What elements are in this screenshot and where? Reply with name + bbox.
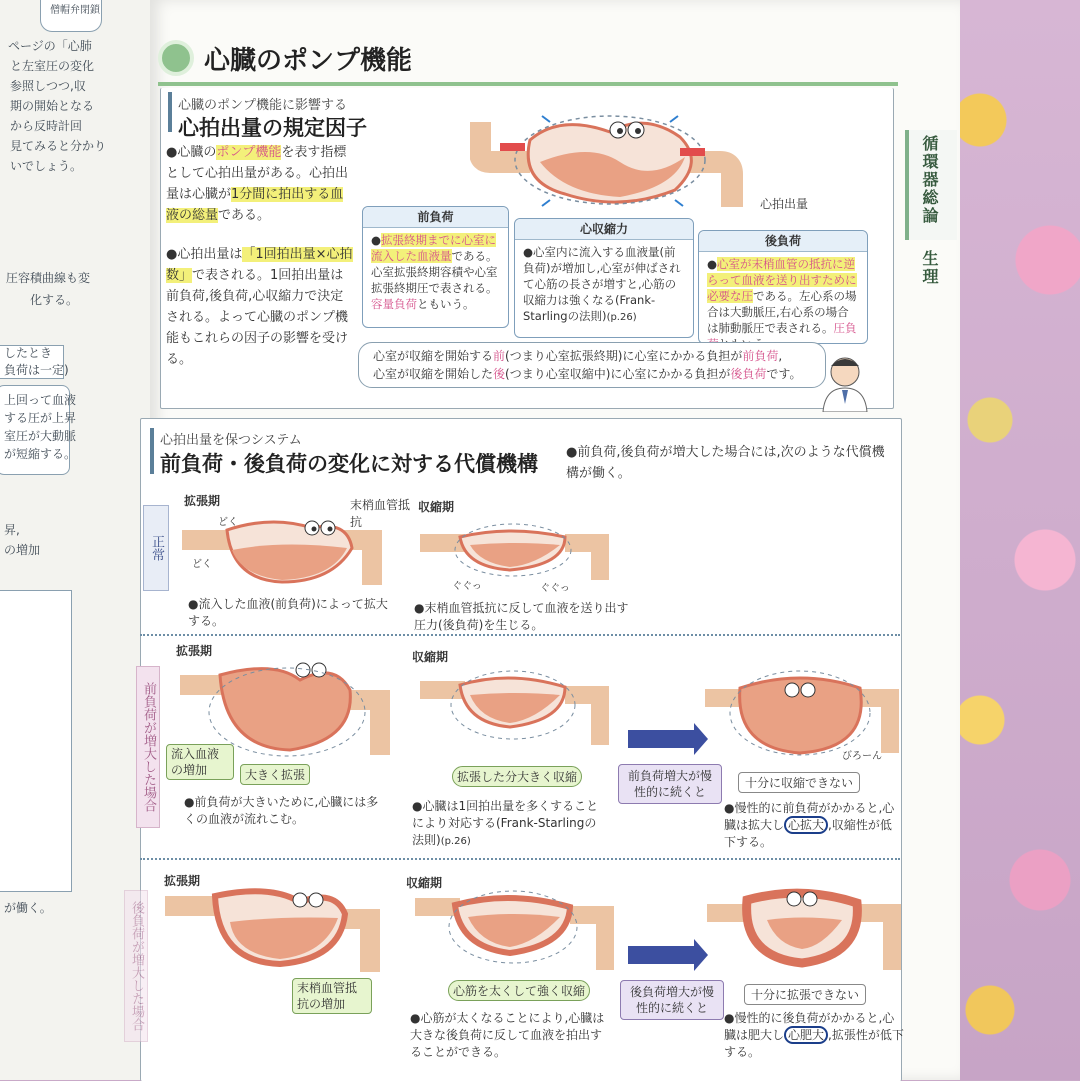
tag-large-dilation: 大きく拡張 xyxy=(240,764,310,785)
preload-chronic-heart xyxy=(700,668,900,760)
row-preload-note-3: ●慢性的に前負荷がかかると,心臓は拡大し 心拡大 ,収縮性が低下する。 xyxy=(724,801,895,849)
afterload-chronic-arrow xyxy=(628,946,694,964)
title-bullet-icon xyxy=(158,40,194,76)
preload-chronic-label: 前負荷増大が慢性的に続くと xyxy=(618,764,722,804)
preload-chronic-arrow xyxy=(628,730,694,748)
row-normal-note-2: ●末梢血管抵抗に反して血液を送り出す圧力(後負荷)を生じる。 xyxy=(414,601,629,632)
section1-heading: 心拍出量の規定因子 xyxy=(178,115,367,140)
section2-heading: 前負荷・後負荷の変化に対する代償機構 xyxy=(160,451,538,476)
contractility-card-title: 心収縮力 xyxy=(515,219,693,240)
left-top-text-5: から反時計回 xyxy=(10,119,83,133)
background-fabric xyxy=(950,0,1080,1080)
tag-large-contraction: 拡張した分大きく収縮 xyxy=(452,766,582,787)
normal-systole-heart xyxy=(415,515,615,585)
contractility-card: 心収縮力 ●心室内に流入する血液量(前負荷)が増加し,心室が伸ばされて心筋の長さが増すと,心筋の収縮力は強くなる(Frank-Starlingの法則)(p.26) xyxy=(514,218,694,338)
left-graph-box xyxy=(0,590,72,892)
row-normal-note-1: ●流入した血液(前負荷)によって拡大する。 xyxy=(188,597,388,628)
section1-bullet-1: ●心臓のポンプ機能を表す指標として心拍出量がある。心拍出量は心臓が1分間に拍出する血液の総量である。 xyxy=(166,145,349,223)
row-normal-label: 正常 xyxy=(143,505,169,591)
left-top-text-6: 見てみると分かり xyxy=(10,139,107,153)
row-normal-resistance-label: 末梢血管抵抗 xyxy=(350,498,411,529)
row-afterload-diastole-label: 拡張期 xyxy=(164,874,201,888)
left-text-9: 昇, xyxy=(4,523,20,537)
row-preload-diastole-label: 拡張期 xyxy=(176,644,213,658)
row-afterload-systole-label: 収縮期 xyxy=(406,876,443,890)
preload-card-title: 前負荷 xyxy=(363,207,508,228)
chapter-tab-secondary: 生理 xyxy=(920,250,939,286)
left-top-text-7: いでしょう。 xyxy=(10,159,83,173)
preload-card: 前負荷 ●拡張終期までに心室に流入した血液量である。心室拡張終期容積や心室拡張終期圧で表される。容量負荷ともいう。 xyxy=(362,206,509,328)
section1-bullet-2: ●心拍出量は「1回拍出量×心拍数」で表される。1回拍出量は前負荷,後負荷,心収縮力で決定される。よって心臓のポンプ機能もこれらの因子の影響を受ける。 xyxy=(166,247,353,367)
tag-insufficient-contraction: 十分に収縮できない xyxy=(738,772,860,793)
sfx-gugu-1: ぐぐっ xyxy=(452,581,482,592)
divider-2 xyxy=(140,858,900,860)
explanation-speech-bubble: 心室が収縮を開始する前(つまり心室拡張終期)に心室にかかる負担が前負荷, 心室が収縮を開始した後(つまり心室収縮中)に心室にかかる負担が後負荷です。 xyxy=(358,342,826,388)
divider-1 xyxy=(140,634,900,636)
afterload-chronic-heart xyxy=(702,885,902,975)
row-afterload-label: 後負荷が増大した場合 xyxy=(124,890,148,1042)
afterload-card-title: 後負荷 xyxy=(699,231,867,252)
left-top-text-1: ページの「心肺 xyxy=(8,39,92,53)
section1-accent-bar xyxy=(168,92,172,132)
normal-diastole-heart xyxy=(172,510,392,590)
heart-pump-illustration xyxy=(470,112,770,217)
section2-accent-bar xyxy=(150,428,154,474)
afterload-chronic-label: 後負荷増大が慢性的に続くと xyxy=(620,980,724,1020)
preload-systole-heart xyxy=(415,665,615,750)
left-text-3: したとき xyxy=(4,346,53,360)
row-afterload-note-3: ●慢性的に後負荷がかかると,心臓は肥大し 心肥大 ,拡張性が低下する。 xyxy=(724,1011,904,1059)
doctor-avatar xyxy=(815,352,875,412)
afterload-systole-heart xyxy=(410,885,620,975)
sfx-gugu-2: ぐぐっ xyxy=(540,583,570,594)
row-normal-diastole-label: 拡張期 xyxy=(184,494,221,508)
afterload-card: 後負荷 ●心室が末梢血管の抵抗に逆らって血液を送り出すために必要な圧である。左心系の場合は大動脈圧,右心系の場合は肺動脈圧で表される。圧負 xyxy=(698,230,868,344)
left-text-1: 圧容積曲線も変 xyxy=(6,271,91,285)
left-top-text-3: 参照しつつ,収 xyxy=(10,79,86,93)
afterload-diastole-heart xyxy=(160,884,390,974)
section2-label: 心拍出量を保つシステム xyxy=(160,433,302,448)
left-text-4: 負荷は一定) xyxy=(4,363,69,377)
left-text-10: の増加 xyxy=(4,543,41,557)
section2-intro: ●前負荷,後負荷が増大した場合には,次のような代償機構が働く。 xyxy=(566,445,885,481)
sfx-doku-2: どく xyxy=(192,559,212,570)
tag-thick-strong-contraction: 心筋を太くして強く収縮 xyxy=(448,980,590,1001)
row-preload-note-1: ●前負荷が大きいために,心臓には多くの血液が流れこむ。 xyxy=(184,795,379,826)
left-text-8: が短縮する。 xyxy=(4,447,77,461)
chapter-tab-primary: 循環器総論 xyxy=(920,135,939,225)
title-bar xyxy=(158,34,898,86)
tag-peripheral-resistance: 末梢血管抵抗の増加 xyxy=(292,978,372,1014)
row-afterload-note-2: ●心筋が太くなることにより,心臓は大きな後負荷に反して血液を拍出することができる。 xyxy=(410,1011,605,1059)
left-text-6: する圧が上昇 xyxy=(4,411,77,425)
cardiac-output-label: 心拍出量 xyxy=(760,197,809,211)
tag-insufficient-dilation: 十分に拡張できない xyxy=(744,984,866,1005)
row-normal-systole-label: 収縮期 xyxy=(418,500,455,514)
section1-label: 心臓のポンプ機能に影響する xyxy=(178,98,348,113)
page-title: 心臓のポンプ機能 xyxy=(204,46,413,76)
left-text-5: 上回って血液 xyxy=(4,393,77,407)
sfx-biroon: びろーん xyxy=(842,751,882,762)
left-text-7: 室圧が大動脈 xyxy=(4,429,77,443)
left-text-11: が働く。 xyxy=(4,901,52,915)
left-top-text-4: 期の開始となる xyxy=(10,99,95,113)
left-text-2: 化する。 xyxy=(30,293,79,307)
left-top-text-2: と左室圧の変化 xyxy=(10,59,95,73)
tag-inflow-increase: 流入血液の増加 xyxy=(166,744,234,780)
row-preload-systole-label: 収縮期 xyxy=(412,650,449,664)
sfx-doku-1: どく xyxy=(218,517,238,528)
row-preload-label: 前負荷が増大した場合 xyxy=(136,666,160,828)
left-icon-label: 僧帽弁閉鎖 xyxy=(50,5,100,16)
row-preload-note-2: ●心臓は1回拍出量を多くすることにより対応する(Frank-Starlingの法則)(p.26) xyxy=(412,799,599,847)
